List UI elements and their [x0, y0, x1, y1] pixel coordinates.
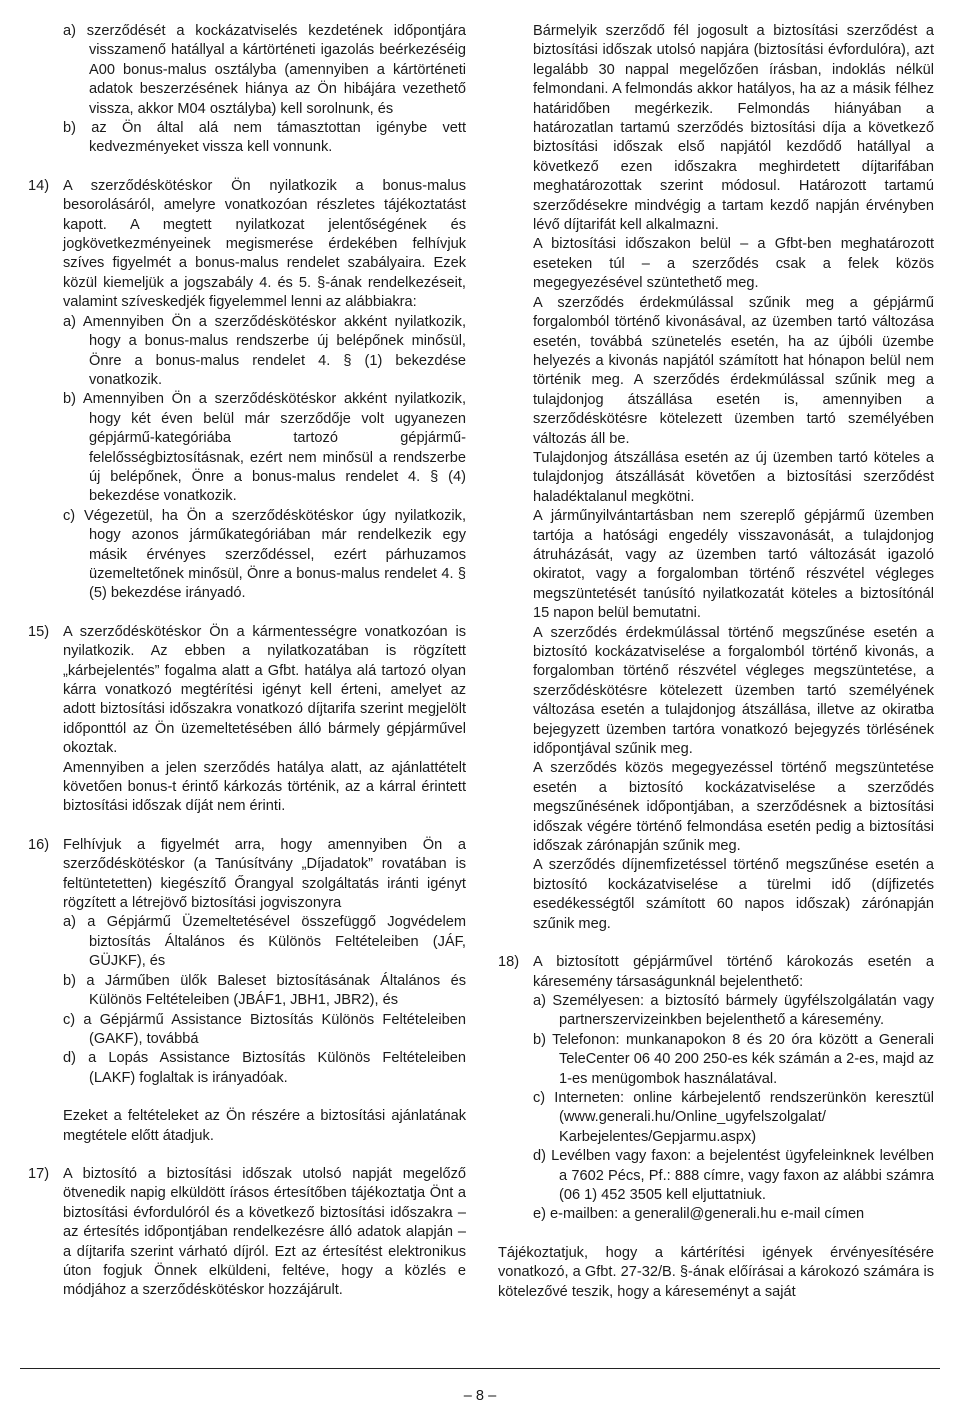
- section-18-item-d: d) Levélben vagy faxon: a bejelentést ügyfeleinknek levélben a 7602 Pécs, Pf.: 888 címre, vagy faxon az alábbi számra (06 1) 452 3505 kell eljuttatniuk.: [533, 1148, 934, 1203]
- section-18-item-b: b) Telefonon: munkanapokon 8 és 20 óra között a Generali TeleCenter 06 40 200 250-es kék számán a 2-es, majd az 1-es menügombok használatával.: [533, 1031, 934, 1087]
- paragraph-mutual-agreement: A biztosítási időszakon belül – a Gfbt-ben meghatározott eseteken túl – a szerződés csak a felek közös megegyezésével szüntethető meg.: [533, 236, 934, 292]
- section-16-text-2: Ezeket a feltételeket az Ön részére a biztosítási ajánlatának megtétele előtt átadjuk.: [63, 1108, 466, 1144]
- section-14-item-a: a) Amennyiben Ön a szerződéskötéskor akként nyilatkozik, hogy a bonus-malus rendszerbe új belépőnek minősül, Önre a bonus-malus rendelet 4. § (1) bekezdése vonatkozik.: [63, 313, 466, 388]
- section-17-number: 17): [28, 1165, 50, 1182]
- section-16-item-b: b) a Járműben ülők Baleset biztosításának Általános és Különös Feltételeiben (JBÁF1, JBH1, JBR2), és: [63, 972, 466, 1009]
- section-18-item-c: c) Interneten: online kárbejelentő rendszerünkön keresztül (www.generali.hu/Online_ugyfelszolgalat/ Karbejelentes/Gepjarmu.aspx): [533, 1089, 934, 1145]
- footer-divider: [20, 1368, 940, 1369]
- section-15: [28, 623, 466, 817]
- intro-item-b: b) az Ön által alá nem támasztottan igénybe vett kedvezményeket vissza kell vonnunk.: [63, 120, 466, 156]
- intro-item-a: a) szerződését a kockázatviselés kezdetének időpontjára visszamenő hatállyal a kártörténeti igazolás beérkezéséig A00 bonus-malus osztályba (amennyiben a kártörténeti adatok beszerzésének hiánya az Ön hibájára vezethető vissza, akkor M04 osztályba) kell sorolnunk, és: [63, 23, 466, 117]
- section-15-text-2: Amennyiben a jelen szerződés hatálya alatt, az ajánlattételt követően bonus-t érintő kárkozás történik, az a kárral érintett biztosítási időszak díját nem érinti.: [63, 759, 466, 815]
- right-column: [498, 22, 934, 1302]
- section-18: [498, 953, 934, 1225]
- section-16: [28, 836, 466, 1146]
- section-15-number: 15): [28, 623, 50, 640]
- section-15-text: A szerződéskötéskor Ön a kármentességre vonatkozóan is nyilatkozik. Az ebben a nyilatkozatában is rögzített „kárbejelentés” fogalma alatt a Gfbt. hatálya alá tartozó olyan kárra vonatkozó megtérítési igényt kell érteni, amelyet az adott biztosítási időszakra vonatkozó díjtarifa szerint megjelölt időponttól az Ön üzemeltetésében álló bármely gépjárművel okoztak.: [63, 623, 466, 757]
- section-16-text: Felhívjuk a figyelmét arra, hogy amennyiben Ön a szerződéskötéskor (a Tanúsítvány „Díjadatok” rovatában is feltüntetetten) kiegészítő Őrangyal szolgáltatás iránti igényt rögzített a létrejövő biztosítási jogviszonyra: [63, 836, 466, 912]
- paragraph-unregistered-vehicle: A járműnyilvántartásban nem szereplő gépjármű üzemben tartója a hatósági engedély visszavonását, a tulajdonjog átruházását, vagy az üzemben tartó változását igazoló okiratot, vagy a forgalomban történő részvétel végleges megszüntetését tanúsító nyilatkozatát köteles a biztosítónál 15 napon belül bemutatni.: [533, 508, 934, 622]
- section-18-item-e: e) e-mailben: a generalil@generali.hu e-mail címen: [533, 1206, 865, 1223]
- termination-paragraphs: [498, 22, 934, 934]
- section-18-number: 18): [498, 954, 520, 971]
- section-14-number: 14): [28, 177, 50, 194]
- section-16-item-a: a) a Gépjármű Üzemeltetésével összefüggő Jogvédelem biztosítás Általános és Különös Feltételeiben (JÁF, GÜJKF), és: [63, 914, 466, 970]
- paragraph-termination-notice: Bármelyik szerződő fél jogosult a biztosítási szerződést a biztosítási időszak utolsó napjára (biztosítási évfordulóra), azt legalább 30 nappal megelőzően írásban, indoklás nélkül felmondani. A felmondás akkor hatályos, ha az a másik félhez határidőben megérkezik. Felmondás hiányában a határozatlan tartamú szerződés biztosítási díja a következő biztosítási időszak első napjától kezdődő hatállyal a következő ezen időszakra meghirdetett díjtarifában meghatározottak szerint módosul. Határozott tartamú szerződésekre mindvégig a tartam kezdő napján érvényben lévő díjtarifát kell alkalmazni.: [533, 23, 934, 234]
- section-17: [28, 1165, 466, 1301]
- intro-list: [28, 22, 466, 158]
- page-number: – 8 –: [463, 1388, 497, 1404]
- section-16-item-c: c) a Gépjármű Assistance Biztosítás Különös Feltételeiben (GAKF), továbbá: [63, 1011, 466, 1047]
- section-14: [28, 177, 466, 604]
- section-18-item-a: a) Személyesen: a biztosító bármely ügyfélszolgálatán vagy partnerszervizeinkben bejelenthető a káresemény.: [533, 992, 934, 1029]
- section-16-number: 16): [28, 836, 50, 853]
- paragraph-interest-loss: A szerződés érdekmúlással szűnik meg a gépjármű forgalomból történő kivonásával, az üzemben tartó változása esetén, továbbá szünetelés esetén, ha az újbóli üzembe helyezés a kivonás napjától számított hat hónapon belül nem történik meg. A szerződés érdekmúlással szűnik meg a tulajdonjog átszállása esetén is, amennyiben a szerződéskötésre kötelezett üzemben tartó személyében változás áll be.: [533, 294, 934, 447]
- section-14-item-c: c) Végezetül, ha Ön a szerződéskötéskor úgy nyilatkozik, hogy azonos járműkategóriában már rendelkezik egy másik érvényes szerződéssel, ezért párhuzamos üzemeltetőnek minősül, Önre a bonus-malus rendelet 4. § (5) bekezdése irányadó.: [63, 507, 466, 602]
- paragraph-ownership-transfer: Tulajdonjog átszállása esetén az új üzemben tartó köteles a tulajdonjog átszállását követően a biztosítási szerződést haladéktalanul megkötni.: [533, 449, 934, 505]
- left-column: [28, 22, 466, 1301]
- closing-paragraph: Tájékoztatjuk, hogy a kártérítési igények érvényesítésére vonatkozó, a Gfbt. 27-32/B. §-ának előírásai a károkozó számára is kötelezővé teszik, hogy a káreseményt a saját: [498, 1244, 934, 1300]
- section-17-text: A biztosító a biztosítási időszak utolsó napját megelőző ötvenedik napig elküldött írásos értesítőben tájékoztatja Önt a biztosítási évfordulóról és a következő biztosítási időszakra – az értesítés időpontjában rendelkezésre álló adatok alapján – a díjtarifa szerint várható díjról. Ezt az értesítést elektronikus úton fogjuk Önnek elküldeni, feltéve, hogy a közlés e módjához a szerződéskötéskor hozzájárult.: [63, 1165, 466, 1299]
- section-16-item-d: d) a Lopás Assistance Biztosítás Különös Feltételeiben (LAKF) foglaltak is irányadóak.: [63, 1050, 466, 1086]
- paragraph-risk-end-nonpayment: A szerződés díjnemfizetéssel történő megszűnése esetén a biztosító kockázatviselése a türelmi idő (díjfizetés esedékességtől számított 60 napos időszak) zárónapján szűnik meg.: [533, 857, 934, 932]
- paragraph-risk-end-interest: A szerződés érdekmúlással történő megszűnése esetén a biztosító kockázatviselése a forgalomból történő kivonás, a forgalomban történő részvétel végleges megszüntetése, a szerződéskötésre kötelezett üzemben tartó személyének változása esetén a tulajdonjog átszállása, illetve az okiratba bejegyzett üzemben tartóra vonatkozó bejegyzés törlésének időpontjával szűnik meg.: [533, 624, 934, 758]
- paragraph-risk-end-agreement: A szerződés közös megegyezéssel történő megszüntetése esetén a biztosító kockázatviselése a szerződés megszűnésének időpontjában, a szerződésnek a biztosítási időszak végére történő felmondása esetén pedig a biztosítási időszak zárónapján szűnik meg.: [533, 760, 934, 855]
- section-14-item-b: b) Amennyiben Ön a szerződéskötéskor akként nyilatkozik, hogy két éven belül már szerződője volt ugyanezen gépjármű-kategóriába tartozó gépjármű-felelősségbiztosításnak, ezért nem minősül a rendszerbe új belépőnek, Önre a bonus-malus rendelet 4. § (4) bekezdése vonatkozik.: [63, 391, 466, 505]
- section-14-text: A szerződéskötéskor Ön nyilatkozik a bonus-malus besorolásáról, amelyre vonatkozóan részletes tájékoztatást kapott. A megtett nyilatkozat jelentőségének és jogkövetkezményeinek megismerése érdekében felhívjuk szíves figyelmét a bonus-malus rendelet szabályaira. Ezek közül kiemeljük a jogszabály 4. és 5. §-ának rendelkezéseit, valamint szíveskedjék figyelemmel lenni az alábbiakra:: [63, 177, 466, 311]
- section-18-text: A biztosított gépjárművel történő károkozás esetén a káresemény társaságunknál bejelenthető:: [533, 954, 934, 990]
